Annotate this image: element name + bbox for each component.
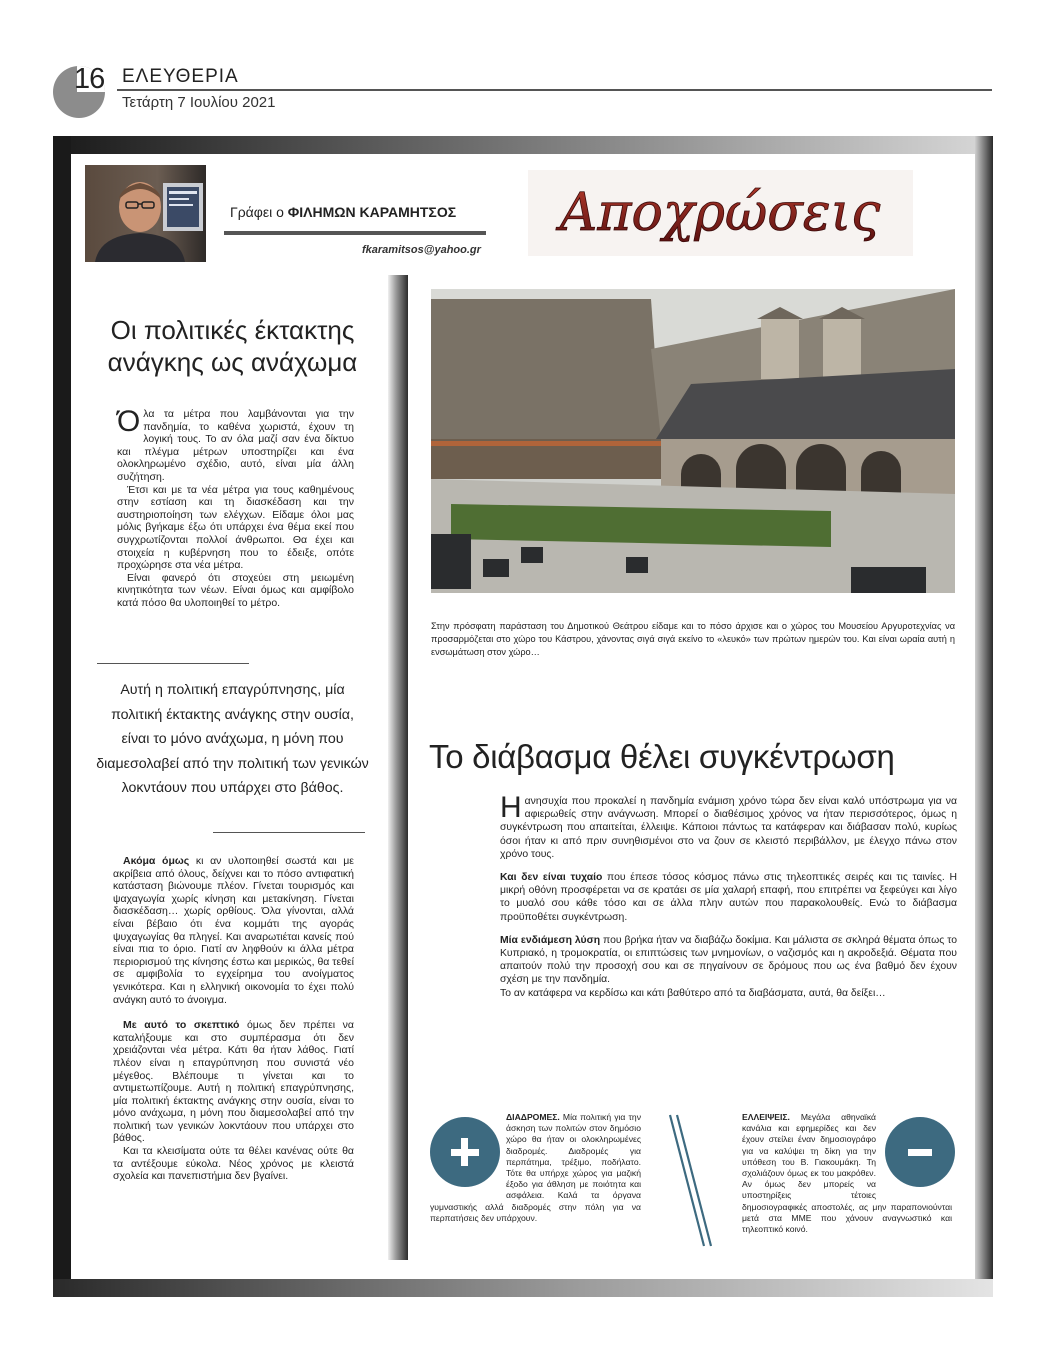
- column-logo: [528, 170, 913, 256]
- article1-p3: Είναι φανερό ότι στοχεύει στη μειωμένη κινητικότητα των νέων. Είναι όμως και αμφίβολο κατά πόσο θα υλοποιηθεί το μέτρο.: [117, 571, 354, 609]
- article1-title-line2: ανάγκης ως ανάχωμα: [107, 347, 358, 377]
- issue-date: Τετάρτη 7 Ιουλίου 2021: [122, 94, 276, 111]
- pros-text: Μία πολιτική για την άσκηση των πολιτών στον δημόσιο χώρο θα ήταν οι ολοκληρωμένες διαδρομές. Διαδρομές για περπάτημα, τρέξιμο, ποδήλατο. Τότε θα υπήρχε χώρος για μαζική έξοδο για άθληση με ποιότητα και ασφάλεια. Καλά τα όργανα γυμναστικής αλλά διαδρομές στην πόλη για να περπατήσεις δεν υπάρχουν.: [430, 1112, 641, 1223]
- article2-title: Το διάβασμα θέλει συγκέντρωση: [429, 738, 895, 775]
- author-name: ΦΙΛΗΜΩΝ ΚΑΡΑΜΗΤΣΟΣ: [287, 204, 457, 220]
- article2-p4: Το αν κατάφερα να κερδίσω και κάτι βαθύτερο από τα διαβάσματα, αυτά, θα δείξει…: [500, 987, 886, 999]
- byline-rule: [224, 231, 486, 235]
- pros-cons-divider: [668, 1113, 712, 1248]
- frame-left: [53, 136, 71, 1297]
- article2-p1: ανησυχία που προκαλεί η πανδημία ενάμιση χρόνο τώρα δεν είναι καλό υπόστρωμα για να αφιερωθείς στην ανάγνωση. Μπορεί ο διαθέσιμος χρόνος να ήταν περισσότερος, όμως η συγκέντρωση που απαιτείται, έλλειψε. Κάποιοι πάντως τα κατάφεραν και διάβασαν πολύ, κυρίως όσοι ήταν κι από πριν συνηθισμένοι στο να ζουν σε κλειστό περιβάλλον, με έλεγχο πάνω στον χρόνο τους.: [500, 796, 957, 860]
- photo-caption: Στην πρόσφατη παράσταση του Δημοτικού Θεάτρου είδαμε και το πόσο άρχισε και ο χώρος του Μουσείου Αργυροτεχνίας να προσαρμόζεται στο χώρο του Κάστρου, χάνοντας σιγά σιγά εκείνο το «λευκό» των πρώτων ημερών του. Και είναι ωραία αυτή η ενσωμάτωση στον χώρο…: [431, 621, 955, 657]
- article1-p2: Έτσι και με τα νέα μέτρα για τους καθημένους στην εστίαση και τη διασκέδαση και την αυστηριοποίηση των ελέγχων. Είδαμε όλοι μας μόλις βγήκαμε έξω ότι υπάρχει ένα θέμα εκεί που συγχρωτίζονται πολλοί άνθρωποι. Θα έχει και στοιχεία η κυβέρνηση που το έδειξε, οπότε προχώρησε στα νέα μέτρα.: [117, 483, 354, 572]
- article2-p2-lead: Και δεν είναι τυχαίο: [500, 872, 603, 884]
- article1-p5: όμως δεν πρέπει να καταλήξουμε και στο συμπέρασμα ότι δεν χρειάζονται νέα μέτρα. Κάτι θα ήταν λάθος. Γιατί πλέον είναι η επαγρύπνηση που συνιστά νέο μέγεθος. Βλέπουμε τι γίνεται και το αντιμετωπίζουμε. Αυτή η πολιτική επαγρύπνησης, μία πολιτική έκτακτης ανάγκης στην ουσία, είναι το μόνο ανάχωμα, η μόνη που διαμεσολαβεί από την πολιτική των γενικών λοκντάουν που υπάρχει στο βάθος.: [113, 1019, 354, 1145]
- author-email[interactable]: fkaramitsos@yahoo.gr: [362, 244, 481, 256]
- article1-p6: Και τα κλεισίματα ούτε τα θέλει κανένας ούτε θα τα αντέξουμε εύκολα. Νέος χρόνος με κλειστά σχολεία και πανεπιστήμια δεν βγαίνει.: [113, 1145, 354, 1183]
- article1-p1: λα τα μέτρα που λαμβάνονται για την πανδημία, το καθένα χωριστά, έχουν τη λογική τους. Το αν όλα μαζί σαν ένα δίκτυο και πλέγμα μέτρων υποστηρίζει και ένα ολοκληρωμένο σχέδιο, αυτό, είναι μία άλλη συζήτηση.: [117, 408, 354, 483]
- article1-body-top: [117, 405, 354, 610]
- pros-lead: ΔΙΑΔΡΟΜΕΣ.: [506, 1112, 560, 1122]
- column-divider: [388, 275, 408, 1260]
- pullquote-rule-top: [97, 663, 249, 664]
- pullquote: Αυτή η πολιτική επαγρύπνησης, μία πολιτική έκτακτης ανάγκης στην ουσία, είναι το μόνο ανάχωμα, η μόνη που διαμεσολαβεί από την πολιτική των γενικών λοκντάουν που υπάρχει στο βάθος.: [96, 682, 369, 796]
- pros-box: [430, 1112, 641, 1224]
- cons-box: [742, 1112, 952, 1235]
- castle-photo: [431, 289, 955, 593]
- cons-lead: ΕΛΛΕΙΨΕΙΣ.: [742, 1112, 790, 1122]
- page-number: 16: [74, 63, 105, 95]
- article2-dropcap: Η: [500, 791, 522, 824]
- article2-p3-lead: Μία ενδιάμεση λύση: [500, 934, 601, 946]
- column-logo-text: Αποχρώσεις: [559, 183, 881, 243]
- article2-body: [500, 791, 958, 1010]
- frame-bottom: [53, 1279, 993, 1297]
- frame-top: [53, 136, 993, 154]
- article1-title-line1: Οι πολιτικές έκτακτης: [110, 315, 355, 345]
- article1-p4: κι αν υλοποιηθεί σωστά και με ακρίβεια από όλους, δείχνει και το πόσο αντιφατική κατάσταση βιώνουμε πλέον. Γίνεται τουρισμός και ψαχαγωγία χωρίς κίνηση και μετακίνηση. Γίνεται διασκέδαση… χωρίς ορθίους. Όλα γίνονται, αλλά είναι βέβαιο ότι ένα κομμάτι της αγοράς ψυχαγωγίας θα πληγεί. Και αναρωτιέται κανείς πού είναι πια το όριο. Γιατί αν ληφθούν κι άλλα μέτρα περιορισμού της κίνησης έστω και μερικώς, θα τεθεί σε αμφιβολία το εγχείρημα του ανοίγματος γενικότερα. Και η ελληνική οικονομία το έχει πολύ ανάγκη αυτό το άνοιγμα.: [113, 855, 354, 1006]
- article1-body-bottom: [113, 855, 354, 1183]
- article1-p4-lead: Ακόμα όμως: [123, 855, 190, 867]
- frame-right: [975, 136, 993, 1297]
- pullquote-rule-bottom: [213, 832, 365, 833]
- byline: [230, 204, 456, 220]
- article1-dropcap: Ό: [117, 405, 141, 438]
- article2-p2: που έπεσε τόσος κόσμος πάνω στις τηλεοπτικές σειρές και τις ταινίες. Η μικρή οθόνη προσφέρεται να σε κρατάει σε μία χαλαρή επαφή, που επιτρέπει να ξεφεύγει και λίγο το μυαλό σου κάθε τόσο και σε άλλα πλην αυτών που παρακολουθείς. Ενώ το διάβασμα προϋποθέτει συγκέντρωση.: [500, 872, 958, 923]
- article2-p3: που βρήκα ήταν να διαβάζω δοκίμια. Και μάλιστα σε σκληρά θέματα όπως το Κυπριακό, η τρομοκρατία, οι επιπτώσεις των μνημονίων, ο ναζισμός και η ακροδεξιά. Θέματα που απαιτούν πολύ την προσοχή σου και σε πηγαίνουν σε δρόμους που ως ένα βαθμό δεν έχουν σχέση με την πανδημία.: [500, 934, 957, 986]
- cons-text: Μεγάλα αθηναϊκά κανάλια και εφημερίδες και δεν έχουν στείλει έναν δημοσιογράφο για να καλύψει τη δίκη για την υπόθεση του Β. Γιακουμάκη. Τη σχολιάζουν όμως εκ του μακρόθεν. Αν όμως δεν μπορείς να υποστηρίξεις τέτοιες δημοσιογραφικές αποστολές, ας μην παραπονιούνται μετά στα ΜΜΕ που χάνουν αναγνωστικό και τηλεοπτικό κοινό.: [742, 1112, 952, 1235]
- newspaper-name: ΕΛΕΥΘΕΡΙΑ: [122, 66, 239, 87]
- byline-prefix: Γράφει ο: [230, 204, 288, 220]
- author-photo: [85, 165, 206, 262]
- article1-p5-lead: Με αυτό το σκεπτικό: [123, 1019, 240, 1032]
- article1-title: [85, 314, 380, 378]
- header-rule: [117, 89, 992, 91]
